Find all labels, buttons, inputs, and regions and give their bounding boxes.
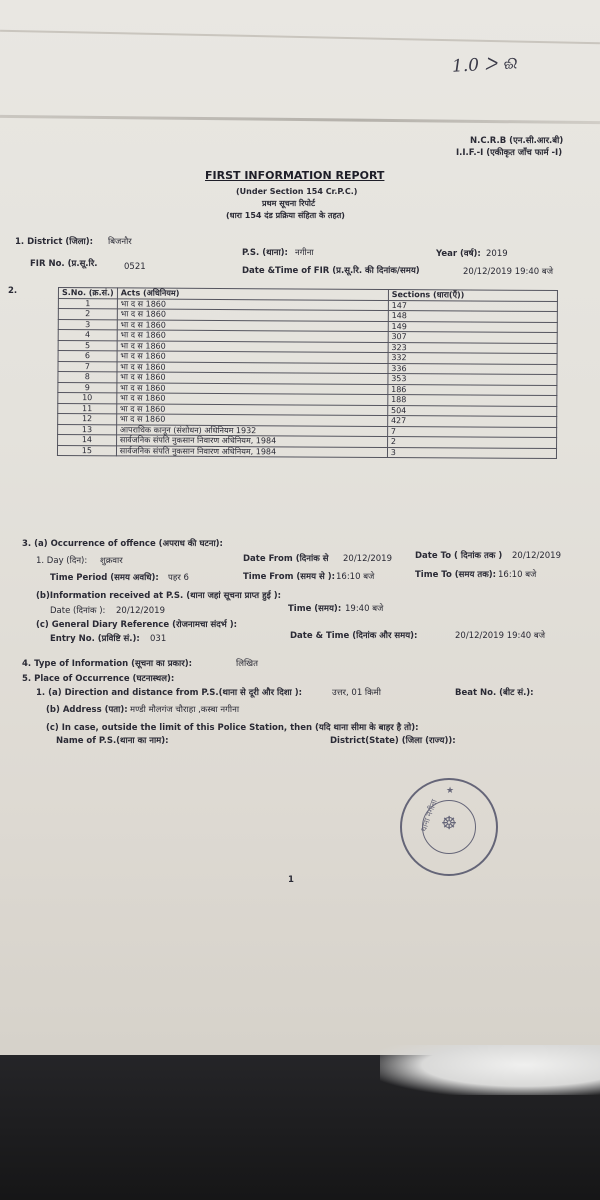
row-act: भा द स 1860 [116, 414, 387, 426]
info-time-label: Time (समय): [288, 604, 342, 614]
row-section: 3 [387, 447, 556, 459]
row-section: 186 [388, 384, 557, 396]
row-section: 149 [388, 321, 557, 333]
white-cloth [380, 1045, 600, 1095]
type-of-information-label: 4. Type of Information (सूचना का प्रकार): [22, 659, 193, 669]
date-to-value: 20/12/2019 [512, 551, 561, 561]
handwritten-note: 1.0 ᐳ ଈ [451, 53, 518, 77]
table-row [57, 445, 556, 459]
gd-datetime-value: 20/12/2019 19:40 बजे [455, 631, 546, 641]
district-label: 1. District (जिला): [15, 237, 94, 247]
day-label: 1. Day (दिन): [36, 556, 88, 566]
row-act: भा द स 1860 [117, 309, 388, 321]
day-value: शुक्रवार [100, 556, 123, 566]
row-sno: 7 [58, 361, 117, 372]
page-number: 1 [288, 875, 294, 885]
direction-label: 1. (a) Direction and distance from P.S.(थाना से दूरी और दिशा ): [36, 688, 302, 698]
header-sections: Sections (धारा(एँ)) [388, 290, 557, 302]
row-section: 307 [388, 332, 557, 344]
row-act: भा द स 1860 [117, 340, 388, 352]
row-section: 336 [388, 363, 557, 375]
district-value: बिजनौर [108, 237, 132, 247]
row-sno: 3 [58, 319, 117, 330]
row-sno: 5 [58, 340, 117, 351]
row-sno: 15 [57, 445, 116, 456]
ps-value: नगीना [295, 248, 314, 258]
row-section: 148 [388, 311, 557, 323]
row-act: भा द स 1860 [117, 351, 388, 363]
row-act: भा द स 1860 [117, 393, 388, 405]
section-2-marker: 2. [8, 286, 18, 296]
row-sno: 2 [58, 309, 117, 320]
row-act: भा द स 1860 [117, 319, 388, 331]
fir-no-label: FIR No. (प्र.सू.रि. [30, 259, 98, 269]
row-section: 427 [387, 416, 556, 428]
acts-table-body [57, 298, 557, 459]
entry-no-value: 031 [150, 634, 167, 644]
time-period-value: पहर 6 [168, 573, 189, 583]
row-sno: 1 [58, 298, 117, 309]
page-title: FIRST INFORMATION REPORT [205, 169, 385, 182]
row-act: सार्वजनिक संपति नुकसान निवारण अधिनियम, 1984 [116, 435, 387, 447]
info-date-label: Date (दिनांक ): [50, 606, 106, 616]
info-received-label: (b)Information received at P.S. (थाना जहां सूचना प्राप्त हुई ): [36, 591, 281, 601]
section-5-heading: 5. Place of Occurrence (घटनास्थल): [22, 674, 175, 684]
fir-datetime-label: Date &Time of FIR (प्र.सू.रि. की दिनांक/समय) [242, 266, 420, 276]
district-state-label: District(State) (जिला (राज्य)): [330, 736, 456, 746]
row-section: 2 [387, 437, 556, 449]
outside-limit-label: (c) In case, outside the limit of this Police Station, then (यदि थाना सीमा के बाहर है तो): [46, 723, 419, 733]
date-from-label: Date From (दिनांक से [243, 554, 329, 564]
form-code: N.C.R.B (एन.सी.आर.बी) [470, 136, 564, 146]
form-id: I.I.F.-I (एकीकृत जाँच फार्म -I) [456, 148, 563, 158]
seal-text: थाना नगीना [418, 798, 439, 833]
entry-no-label: Entry No. (प्रविष्टि सं.): [50, 634, 140, 644]
row-sno: 10 [58, 393, 117, 404]
row-act: भा द स 1860 [117, 298, 388, 310]
header-sno: S.No. (क्र.सं.) [58, 288, 117, 299]
row-act: भा द स 1860 [116, 403, 387, 415]
time-to-value: 16:10 बजे [498, 570, 537, 580]
gd-datetime-label: Date & Time (दिनांक और समय): [290, 631, 418, 641]
row-sno: 14 [58, 435, 117, 446]
row-act: आपराधिक कानून (संशोधन) अधिनियम 1932 [116, 424, 387, 436]
fir-datetime-value: 20/12/2019 19:40 बजे [463, 267, 554, 277]
row-act: भा द स 1860 [117, 372, 388, 384]
row-act: भा द स 1860 [117, 382, 388, 394]
paper-fold-line [0, 115, 600, 124]
date-to-label: Date To ( दिनांक तक ) [415, 551, 503, 561]
gd-reference-label: (c) General Diary Reference (रोजनामचा संदर्भ ): [36, 620, 237, 630]
direction-value: उत्तर, 01 किमी [332, 688, 381, 698]
row-sno: 11 [58, 403, 117, 414]
info-date-value: 20/12/2019 [116, 606, 165, 616]
row-sno: 12 [58, 414, 117, 425]
time-from-value: 16:10 बजे [336, 572, 375, 582]
info-time-value: 19:40 बजे [345, 604, 384, 614]
address-label: (b) Address (पता): [46, 705, 128, 715]
police-station-seal [400, 778, 498, 876]
fir-no-value: 0521 [124, 262, 146, 272]
time-period-label: Time Period (समय अवधि): [50, 573, 159, 583]
row-sno: 9 [58, 382, 117, 393]
time-to-label: Time To (समय तक): [415, 570, 497, 580]
address-value: मण्डी मौलगंज चौराहा ,कस्बा नगीना [130, 705, 240, 715]
ps-label: P.S. (थाना): [242, 248, 288, 258]
row-sno: 6 [58, 351, 117, 362]
row-section: 7 [387, 426, 556, 438]
header-acts: Acts (अधिनियम) [117, 288, 388, 300]
ps-name-label: Name of P.S.(थाना का नाम): [56, 736, 169, 746]
acts-sections-table [57, 287, 558, 459]
row-section: 332 [388, 353, 557, 365]
year-label: Year (वर्ष): [436, 249, 481, 259]
row-act: सार्वजनिक संपति नुकसान निवारण अधिनियम, 1984 [116, 445, 387, 457]
subtitle-hi: प्रथम सूचना रिपोर्ट [262, 199, 316, 208]
star-icon: ★ [446, 786, 455, 796]
emblem-icon: ☸ [441, 813, 458, 834]
type-of-information-value: लिखित [236, 659, 258, 669]
row-sno: 8 [58, 372, 117, 383]
row-act: भा द स 1860 [117, 361, 388, 373]
row-act: भा द स 1860 [117, 330, 388, 342]
row-sno: 4 [58, 330, 117, 341]
row-section: 504 [387, 405, 556, 417]
subtitle-hi-2: (धारा 154 दंड प्रक्रिया संहिता के तहत) [226, 211, 345, 220]
row-section: 323 [388, 342, 557, 354]
subtitle-en: (Under Section 154 Cr.P.C.) [236, 187, 358, 196]
beat-no-label: Beat No. (बीट सं.): [455, 688, 534, 698]
row-section: 147 [388, 300, 557, 312]
paper-crease [0, 30, 600, 45]
year-value: 2019 [486, 249, 508, 259]
date-from-value: 20/12/2019 [343, 554, 392, 564]
time-from-label: Time From (समय से ): [243, 572, 335, 582]
row-sno: 13 [58, 424, 117, 435]
section-3-heading: 3. (a) Occurrence of offence (अपराध की घटना): [22, 539, 223, 549]
row-section: 353 [388, 374, 557, 386]
row-section: 188 [388, 395, 557, 407]
